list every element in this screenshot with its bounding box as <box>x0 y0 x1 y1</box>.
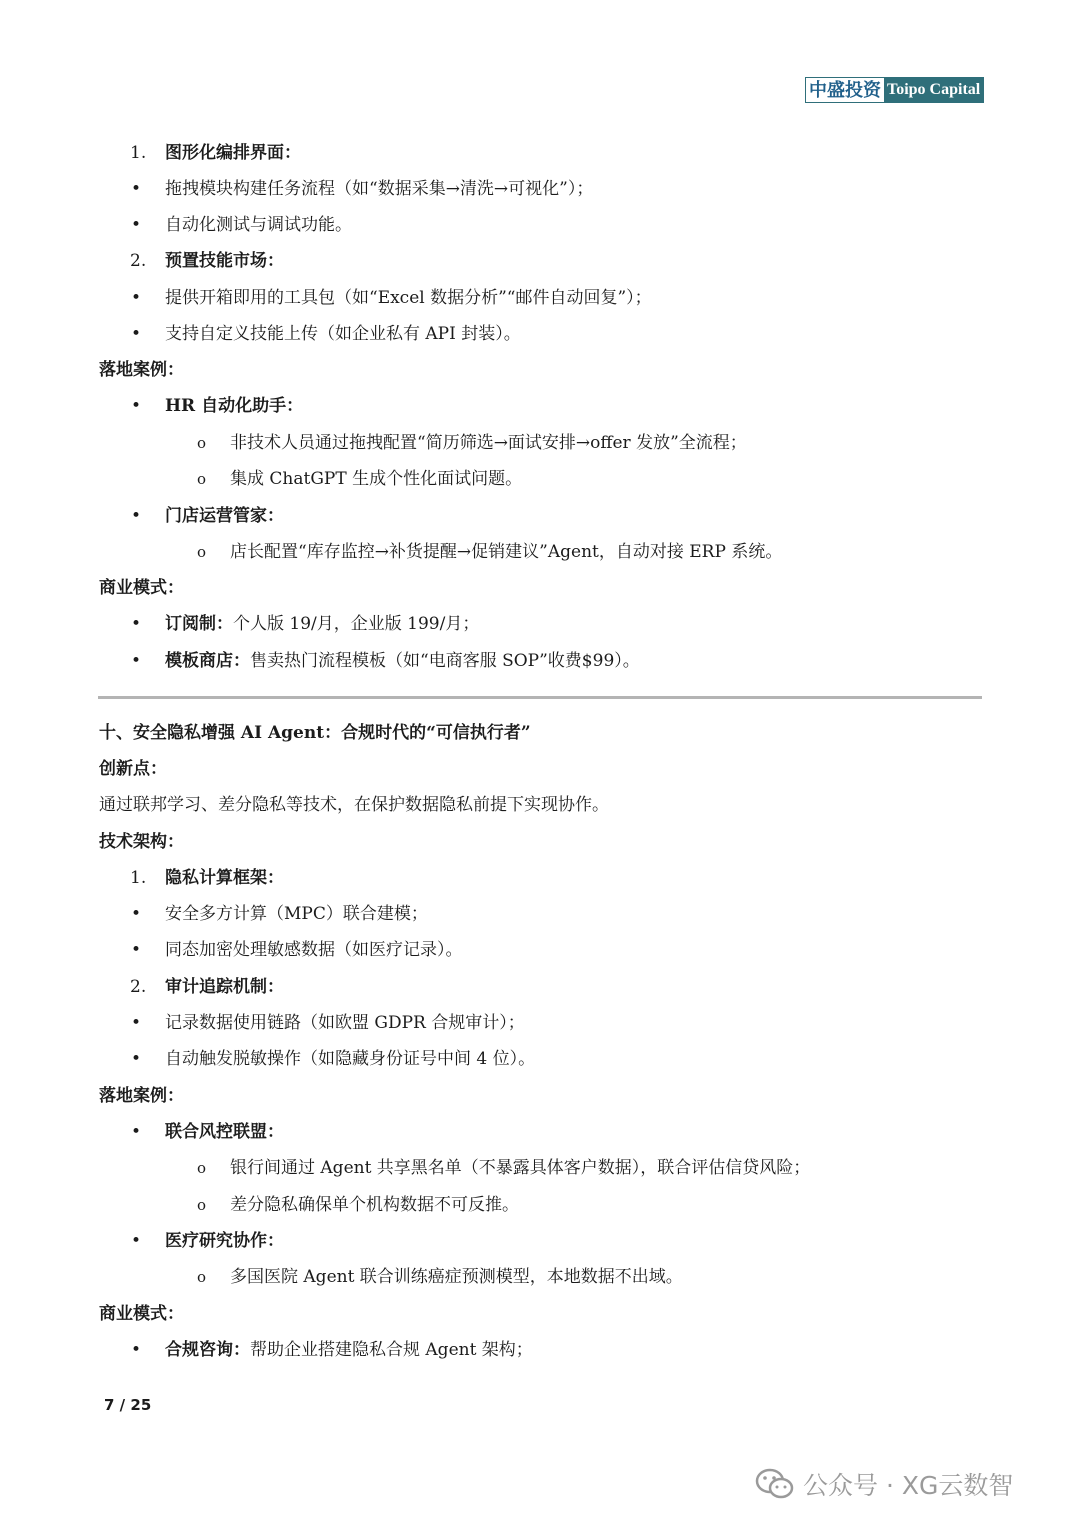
item-number: 1. <box>130 868 147 888</box>
bullet-text: 自动触发脱敏操作（如隐藏身份证号中间 4 位）。 <box>165 1049 536 1069</box>
logo-chinese-text: 中盛投资 <box>806 78 884 102</box>
cases-heading: 落地案例： <box>99 1086 184 1106</box>
bullet-marker: • <box>131 1013 142 1033</box>
bullet-marker: • <box>131 179 142 199</box>
sub-bullet-text: 银行间通过 Agent 共享黑名单（不暴露具体客户数据），联合评估信贷风险； <box>230 1158 811 1178</box>
bullet-marker: • <box>131 651 142 671</box>
bullet-marker: • <box>131 1122 142 1142</box>
bullet-text: 同态加密处理敏感数据（如医疗记录）。 <box>165 940 463 960</box>
sub-bullet-marker: o <box>197 1196 207 1214</box>
page-total: 25 <box>130 1396 152 1414</box>
case-title: 门店运营管家： <box>165 506 284 526</box>
bullet-marker: • <box>131 324 142 344</box>
sub-bullet-text: 非技术人员通过拖拽配置“简历筛选→面试安排→offer 发放”全流程； <box>230 433 747 453</box>
sub-bullet-text: 集成 ChatGPT 生成个性化面试问题。 <box>230 469 523 489</box>
case-title: 联合风控联盟： <box>165 1122 284 1142</box>
business-model-heading: 商业模式： <box>99 578 184 598</box>
cases-heading: 落地案例： <box>99 360 184 380</box>
sub-bullet-text: 多国医院 Agent 联合训练癌症预测模型，本地数据不出域。 <box>230 1267 683 1287</box>
item-title: 审计追踪机制： <box>165 977 284 997</box>
item-title: 隐私计算框架： <box>165 868 284 888</box>
bullet-marker: • <box>131 288 142 308</box>
sub-bullet-marker: o <box>197 434 207 452</box>
bullet-text: 拖拽模块构建任务流程（如“数据采集→清洗→可视化”）； <box>165 179 594 199</box>
sub-bullet-marker: o <box>197 1268 207 1286</box>
watermark <box>755 1466 1013 1502</box>
bullet-marker: • <box>131 904 142 924</box>
bullet-marker: • <box>131 1231 142 1251</box>
bullet-text: 自动化测试与调试功能。 <box>165 215 352 235</box>
bullet-label: 合规咨询： <box>165 1340 250 1360</box>
bullet-text: 记录数据使用链路（如欧盟 GDPR 合规审计）； <box>165 1013 525 1033</box>
sub-bullet-text: 差分隐私确保单个机构数据不可反推。 <box>230 1195 519 1215</box>
section-divider <box>98 696 982 699</box>
item-number: 1. <box>130 143 147 163</box>
innovation-heading: 创新点： <box>99 759 167 779</box>
business-model-heading: 商业模式： <box>99 1304 184 1324</box>
innovation-text: 通过联邦学习、差分隐私等技术，在保护数据隐私前提下实现协作。 <box>99 795 609 815</box>
bullet-marker: • <box>131 1340 142 1360</box>
bullet-text: 帮助企业搭建隐私合规 Agent 架构； <box>250 1340 533 1360</box>
case-title: 医疗研究协作： <box>165 1231 284 1251</box>
bullet-text: 个人版 19/月，企业版 199/月； <box>233 614 480 634</box>
wechat-icon <box>755 1467 795 1501</box>
watermark-text: 公众号 · XG云数智 <box>803 1471 1014 1500</box>
bullet-marker: • <box>131 506 142 526</box>
bullet-marker: • <box>131 614 142 634</box>
sub-bullet-marker: o <box>197 470 207 488</box>
case-title: HR 自动化助手： <box>165 396 304 416</box>
bullet-marker: • <box>131 396 142 416</box>
logo-english-text: Toipo Capital <box>884 78 983 102</box>
bullet-label: 订阅制： <box>165 614 233 634</box>
sub-bullet-marker: o <box>197 543 207 561</box>
sub-bullet-text: 店长配置“库存监控→补货提醒→促销建议”Agent，自动对接 ERP 系统。 <box>230 542 783 562</box>
bullet-text: 售卖热门流程模板（如“电商客服 SOP”收费$99）。 <box>250 651 640 671</box>
architecture-heading: 技术架构： <box>99 832 184 852</box>
company-logo <box>805 77 984 103</box>
item-title: 预置技能市场： <box>165 251 284 271</box>
section-heading: 十、安全隐私增强 AI Agent：合规时代的“可信执行者” <box>99 723 531 743</box>
bullet-text: 提供开箱即用的工具包（如“Excel 数据分析”“邮件自动回复”）； <box>165 288 652 308</box>
page-separator: / <box>119 1396 126 1414</box>
bullet-text: 安全多方计算（MPC）联合建模； <box>165 904 428 924</box>
bullet-marker: • <box>131 1049 142 1069</box>
item-number: 2. <box>130 977 147 997</box>
page-current: 7 <box>104 1396 115 1414</box>
bullet-marker: • <box>131 215 142 235</box>
bullet-text: 支持自定义技能上传（如企业私有 API 封装）。 <box>165 324 521 344</box>
page-number <box>104 1396 151 1414</box>
bullet-label: 模板商店： <box>165 651 250 671</box>
item-number: 2. <box>130 251 147 271</box>
bullet-marker: • <box>131 940 142 960</box>
sub-bullet-marker: o <box>197 1159 207 1177</box>
item-title: 图形化编排界面： <box>165 143 301 163</box>
